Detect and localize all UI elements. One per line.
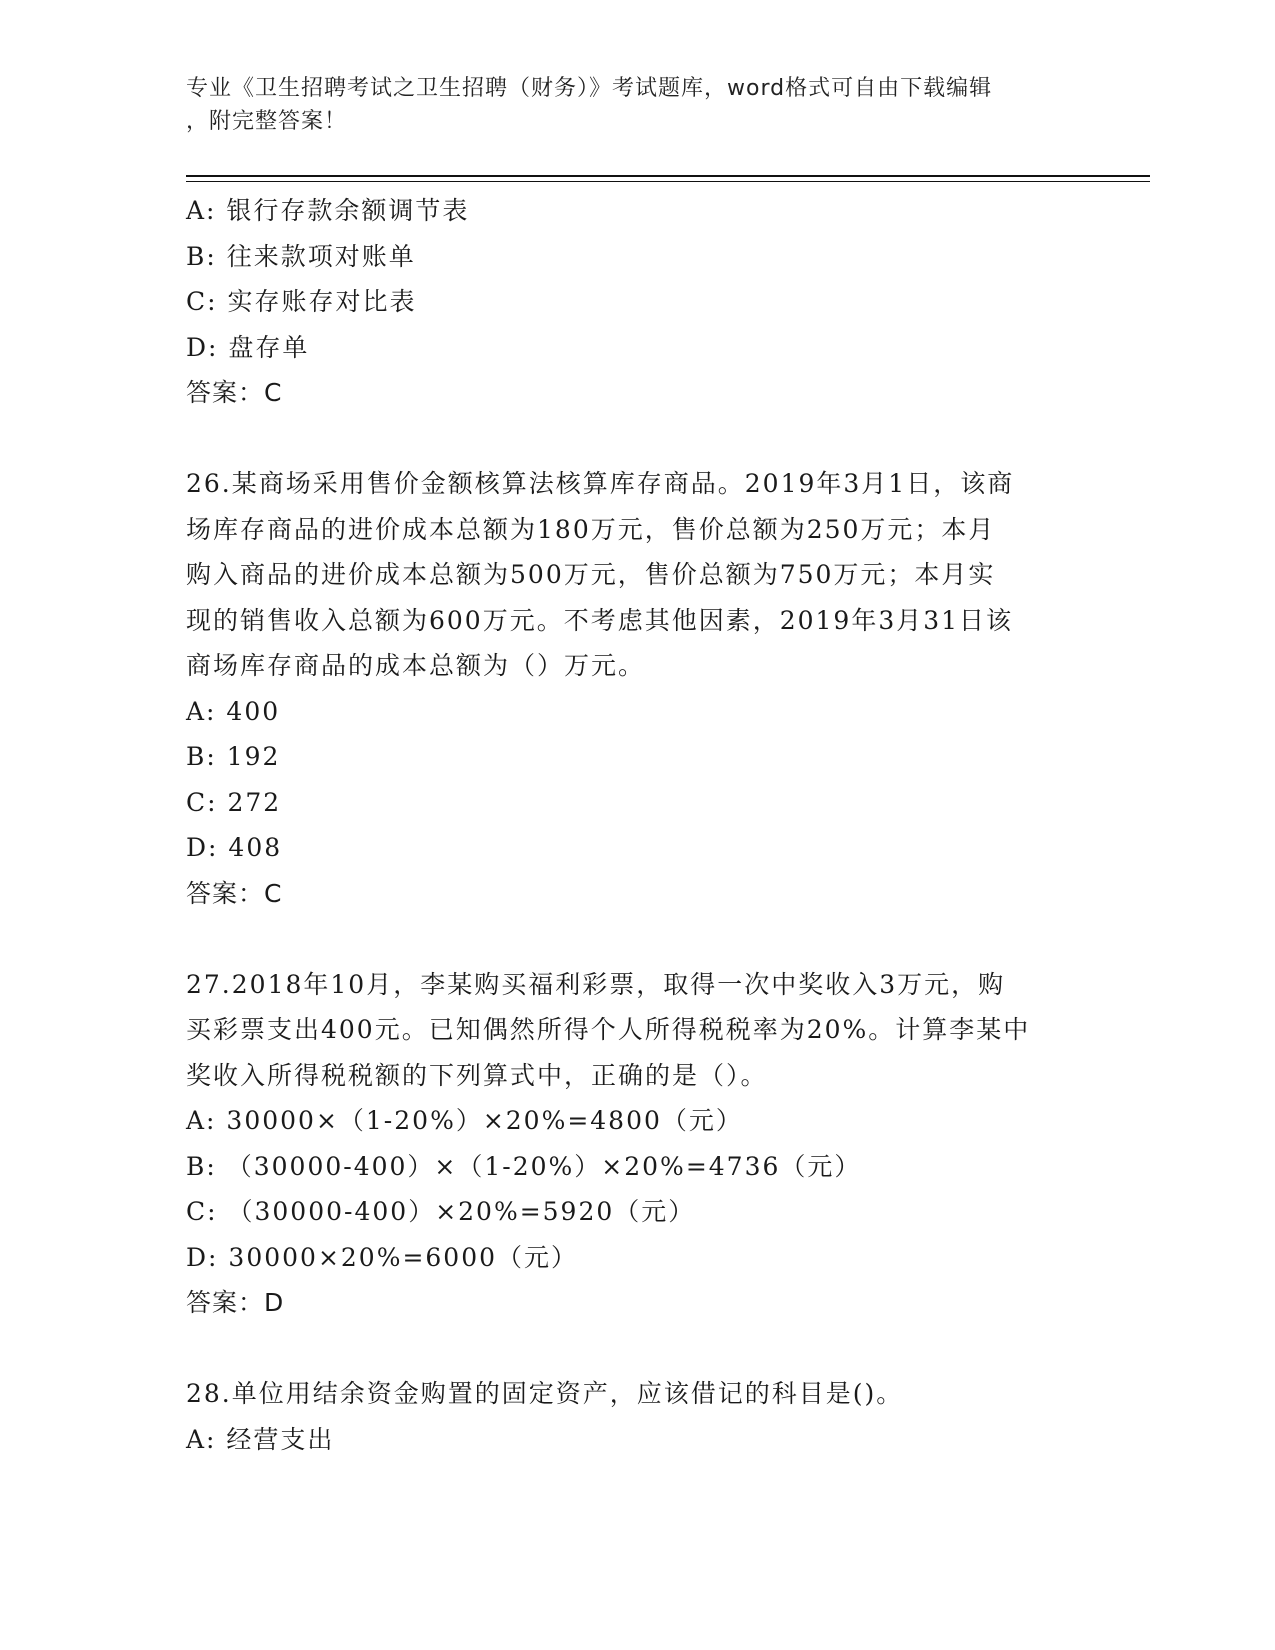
option-a: A: 银行存款余额调节表 [186, 196, 470, 225]
option-a: A: 经营支出 [186, 1424, 335, 1454]
option-d: D: 408 [186, 833, 283, 862]
answer-line: 答案：C [186, 878, 283, 908]
question-text-line: 奖收入所得税税额的下列算式中，正确的是（）。 [186, 1060, 768, 1090]
header-divider-thin [186, 181, 1150, 182]
spacer [186, 1326, 1086, 1372]
question-text-line: 购入商品的进价成本总额为500万元，售价总额为750万元；本月实 [186, 560, 996, 589]
header-title-line-1: 专业《卫生招聘考试之卫生招聘（财务）》考试题库，word格式可自由下载编辑 [186, 76, 993, 101]
option-c: C: （30000-400）×20%=5920（元） [186, 1197, 696, 1226]
question-text-line: 场库存商品的进价成本总额为180万元，售价总额为250万元；本月 [186, 514, 996, 544]
question-text-line: 28.单位用结余资金购置的固定资产，应该借记的科目是()。 [186, 1379, 904, 1408]
option-b: B: 往来款项对账单 [186, 241, 416, 271]
answer-line: 答案：D [186, 1288, 285, 1317]
option-c: C: 272 [186, 787, 282, 817]
question-text-line: 27.2018年10月，李某购买福利彩票，取得一次中奖收入3万元，购 [186, 969, 1006, 999]
option-d: D: 30000×20%=6000（元） [186, 1242, 579, 1272]
option-d: D: 盘存单 [186, 332, 310, 362]
question-text-line: 现的销售收入总额为600万元。不考虑其他因素，2019年3月31日该 [186, 605, 1014, 635]
option-a: A: 30000×（1-20%）×20%=4800（元） [186, 1106, 743, 1135]
question-25-block [186, 188, 1086, 416]
question-text-line: 26.某商场采用售价金额核算法核算库存商品。2019年3月1日，该商 [186, 469, 1015, 498]
document-body [186, 188, 1086, 1462]
spacer [186, 916, 1086, 962]
question-27-block [186, 962, 1086, 1326]
answer-line: 答案：C [186, 378, 283, 407]
document-header [186, 72, 1066, 138]
option-b: B: （30000-400）×（1-20%）×20%=4736（元） [186, 1151, 862, 1181]
spacer [186, 416, 1086, 462]
header-divider-thick [186, 175, 1150, 177]
option-c: C: 实存账存对比表 [186, 287, 417, 316]
question-28-block [186, 1371, 1086, 1462]
header-title-line-2: ，附完整答案！ [186, 109, 348, 134]
option-b: B: 192 [186, 742, 281, 771]
question-text-line: 买彩票支出400元。已知偶然所得个人所得税税率为20%。计算李某中 [186, 1015, 1031, 1044]
question-text-line: 商场库存商品的成本总额为（）万元。 [186, 651, 646, 680]
option-a: A: 400 [186, 696, 281, 726]
question-26-block [186, 461, 1086, 916]
